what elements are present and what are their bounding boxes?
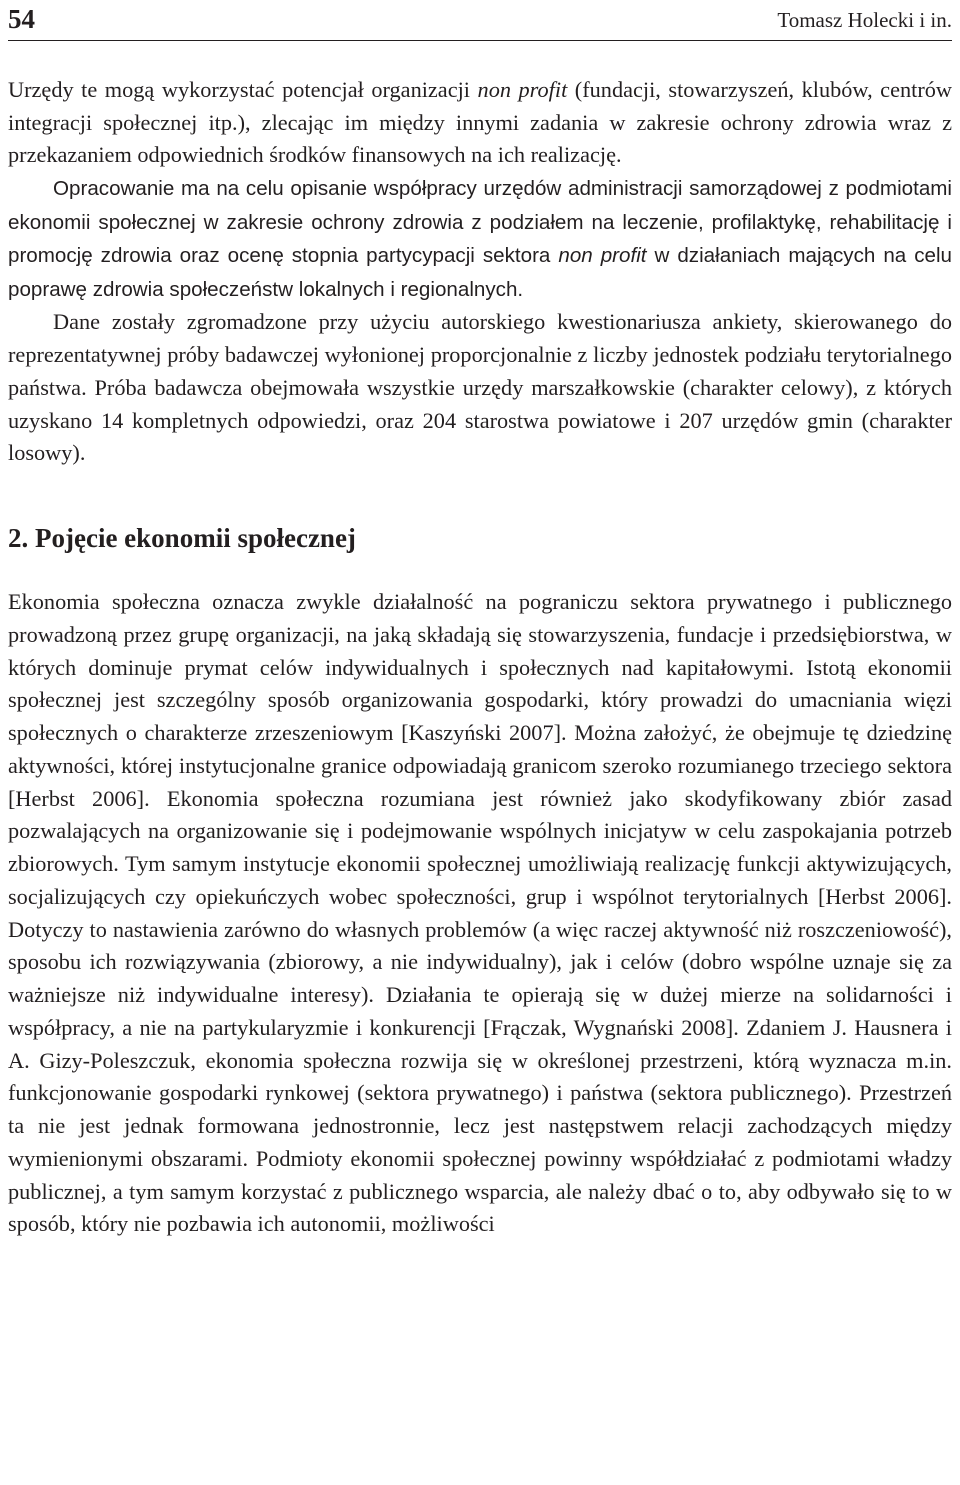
paragraph-1-rest: (fundacji, stowarzyszeń, klubów, centrów integracji społecznej itp.), zlecając im między innymi zadania w zakresie ochrony zdrowia wraz z przekazaniem odpowiednich środków finansowych na ich realizację. [8, 77, 952, 168]
running-head: Tomasz Holecki i in. [777, 8, 952, 32]
section-heading [8, 520, 952, 556]
paragraph-2 [8, 172, 952, 306]
section-paragraph: Ekonomia społeczna oznacza zwykle działalność na pograniczu sektora prywatnego i publicznego prowadzoną przez grupę organizacji, na jaką składają się stowarzyszenia, fundacje i przedsiębiorstwa, w których dominuje prymat celów indywidualnych i społecznych nad kapitałowymi. Istotą ekonomii społecznej jest szczególny sposób organizowania gospodarki, który prowadzi do umacniania więzi społecznych o charakterze zrzeszeniowym [Kaszyński 2007]. Można założyć, że obejmuje tę dziedzinę aktywności, której instytucjonalne granice odpowiadają granicom szeroko rozumianego trzeciego sektora [Herbst 2006]. Ekonomia społeczna rozumiana jest również jako skodyfikowany zbiór zasad pozwalających na organizowanie się i podejmowanie wspólnych inicjatyw w celu zaspokajania potrzeb zbiorowych. Tym samym instytucje ekonomii społecznej umożliwiają realizację funkcji aktywizujących, socjalizujących czy opiekuńczych wobec społeczności, grup i wspólnot terytorialnych [Herbst 2006]. Dotyczy to nastawienia zarówno do własnych problemów (a więc raczej aktywność niż roszczeniowość), sposobu ich rozwiązywania (zbiorowy, a nie indywidualny), jak i celów (dobro wspólne uznaje się za ważniejsze niż indywidualne interesy). Działania te opierają się w dużej mierze na solidarności i współpracy, a nie na partykularyzmie i konkurencji [Frączak, Wygnański 2008]. Zdaniem J. Hausnera i A. Gizy-Poleszczuk, ekonomia społeczna rozwija się w określonej przestrzeni, którą wyznacza m.in. funkcjonowanie gospodarki rynkowej (sektora prywatnego) i państwa (sektora publicznego). Przestrzeń ta nie jest jednak formowana jednostronnie, lecz jest następstwem relacji zachodzących między wymienionymi obszarami. Podmioty ekonomii społecznej powinny współdziałać z podmiotami władzy publicznej, a tym samym korzystać z publicznego wsparcia, ale należy dbać o to, aby odbywało się to w sposób, który nie pozbawia ich autonomii, możliwości [8, 589, 952, 1237]
paragraph-1-text: Urzędy te mogą wykorzystać potencjał organizacji [8, 77, 478, 102]
intro-text [8, 74, 952, 470]
paragraph-1 [8, 74, 952, 172]
section-number: 2. [8, 523, 29, 553]
page-header [8, 0, 952, 41]
paragraph-1-italic: non profit [477, 77, 568, 102]
paragraph-2-text: Opracowanie ma na celu opisanie współpracy urzędów administracji samorządowej z podmiotami ekonomii społecznej w zakresie ochrony zdrowia z podziałem na leczenie, profilaktykę, rehabilitację i promocję zdrowia oraz ocenę stopnia partycypacji sektora [8, 177, 952, 268]
paragraph-3: Dane zostały zgromadzone przy użyciu autorskiego kwestionariusza ankiety, skierowanego do reprezentatywnej próby badawczej wyłonionej proporcjonalnie z liczby jednostek podziału terytorialnego państwa. Próba badawcza obejmowała wszystkie urzędy marszałkowskie (charakter celowy), z których uzyskano 14 kompletnych odpowiedzi, oraz 204 starostwa powiatowe i 207 urzędów gmin (charakter losowy). [8, 309, 952, 466]
page-number: 54 [8, 4, 35, 34]
paragraph-2-rest: w działaniach mających na celu poprawę zdrowia społeczeństw lokalnych i regionalnych. [8, 244, 952, 301]
paragraph-2-italic: non profit [558, 244, 647, 268]
document-page [8, 0, 952, 1241]
section-title: Pojęcie ekonomii społecznej [35, 523, 356, 553]
section-body [8, 586, 952, 1241]
